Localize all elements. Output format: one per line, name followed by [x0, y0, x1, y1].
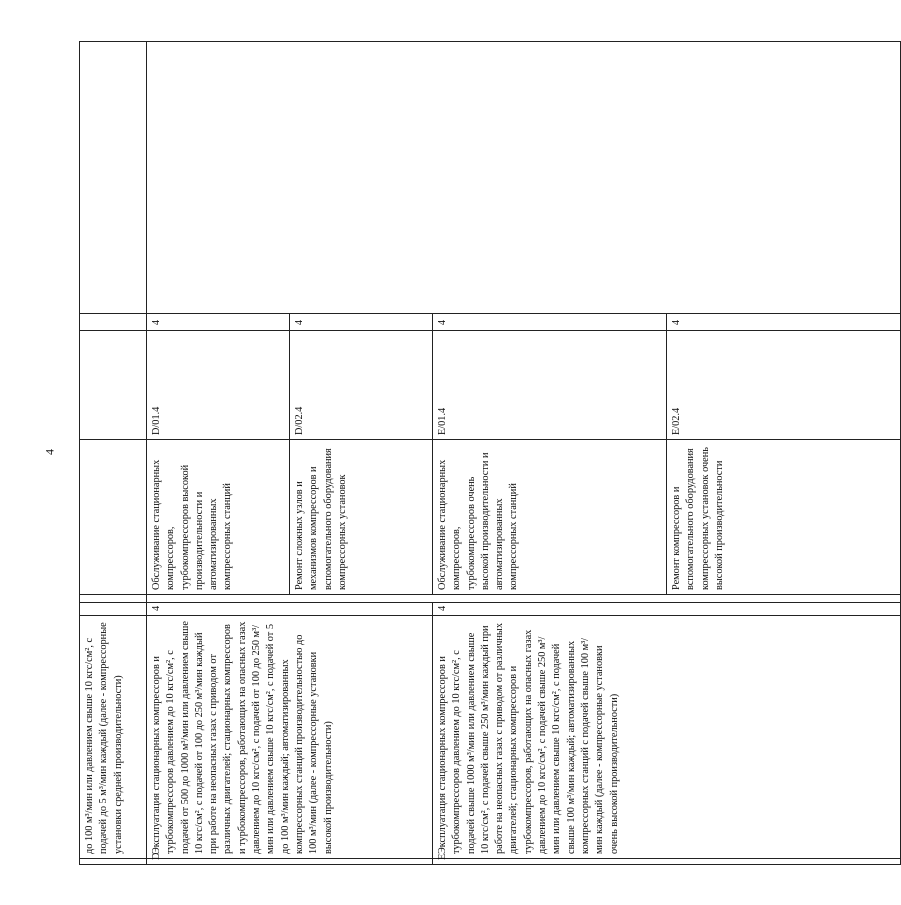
generalized-function-code: E: [433, 859, 901, 865]
labor-function-code: D/01.4: [147, 331, 290, 440]
table-row: [80, 42, 147, 865]
sub-qualification-level: 4: [147, 314, 290, 331]
rotated-page: [79, 42, 725, 865]
blank-cell: [80, 42, 147, 314]
sub-qualification-level: 4: [290, 314, 433, 331]
generalized-function-description: Эксплуатация стационарных компрессоров и турбокомпрессоров давлением до 10 кгс/см², с подачей свыше 1000 м³/мин или давлением свыше 10 кгс/см², с подачей свыше 250 м³/мин каждый при работе на неопасных газах с приводом от различных двигателей; стационарных компрессоров и турбокомпрессоров, работающих на опасных газах давлением до 10 кгс/см², с подачей свыше 250 м³/мин или давлением свыше 10 кгс/см², с подачей свыше 100 м³/мин каждый; автоматизированных компрессорных станций с подачей свыше 100 м³/мин каждый (далее - компрессорные установки очень высокой производительности): [433, 616, 901, 859]
labor-function-name: Обслуживание стационарных компрессоров, турбокомпрессоров высокой производительности и автоматизированных компрессорных станций: [147, 440, 290, 595]
labor-function-name: [80, 440, 147, 595]
sub-qualification-level: [80, 314, 147, 331]
generalized-function-code: [80, 859, 147, 865]
labor-function-name: Ремонт сложных узлов и механизмов компрессоров и вспомогательного оборудования компрессорных установок: [290, 440, 433, 595]
blank-cell: [147, 42, 901, 314]
qualification-level: 4: [147, 603, 433, 616]
qualification-level: [80, 603, 147, 616]
generalized-function-description: Эксплуатация стационарных компрессоров и турбокомпрессоров давлением до 10 кгс/см², с подачей от 500 до 1000 м³/мин или давлением свыше 10 кгс/см², с подачей от 100 до 250 м³/мин каждый при работе на неопасных газах с приводом от различных двигателей; стационарных компрессоров и турбокомпрессоров, работающих на опасных газах давлением до 10 кгс/см², с подачей от 100 до 250 м³/мин или давлением свыше 10 кгс/см², с подачей от 5 до 100 м³/мин каждый; автоматизированных компрессорных станций производительностью до 100 м³/мин (далее - компрессорные установки высокой производительности): [147, 616, 433, 859]
generalized-function-description: до 100 м³/мин или давлением свыше 10 кгс/см², с подачей до 5 м³/мин каждый (далее - компрессорные установки средней производительности): [80, 616, 147, 859]
labor-function-code: E/02.4: [667, 331, 901, 440]
table-stage: [79, 42, 725, 865]
labor-function-code: D/02.4: [290, 331, 433, 440]
sub-qualification-level: 4: [433, 314, 667, 331]
labor-functions-table: [79, 41, 901, 865]
labor-function-name: Обслуживание стационарных компрессоров, турбокомпрессоров очень высокой производительности и автоматизированных компрессорных станций: [433, 440, 667, 595]
labor-function-code: [80, 331, 147, 440]
sub-qualification-level: 4: [667, 314, 901, 331]
labor-function-code: E/01.4: [433, 331, 667, 440]
page-number: 4: [42, 449, 57, 455]
qualification-level: 4: [433, 603, 901, 616]
generalized-function-code: D: [147, 859, 433, 865]
spacer-cell: [147, 595, 901, 603]
labor-function-name: Ремонт компрессоров и вспомогательного оборудования компрессорных установок очень высокой производительности: [667, 440, 901, 595]
table-row: [147, 42, 290, 865]
spacer-cell: [80, 595, 147, 603]
